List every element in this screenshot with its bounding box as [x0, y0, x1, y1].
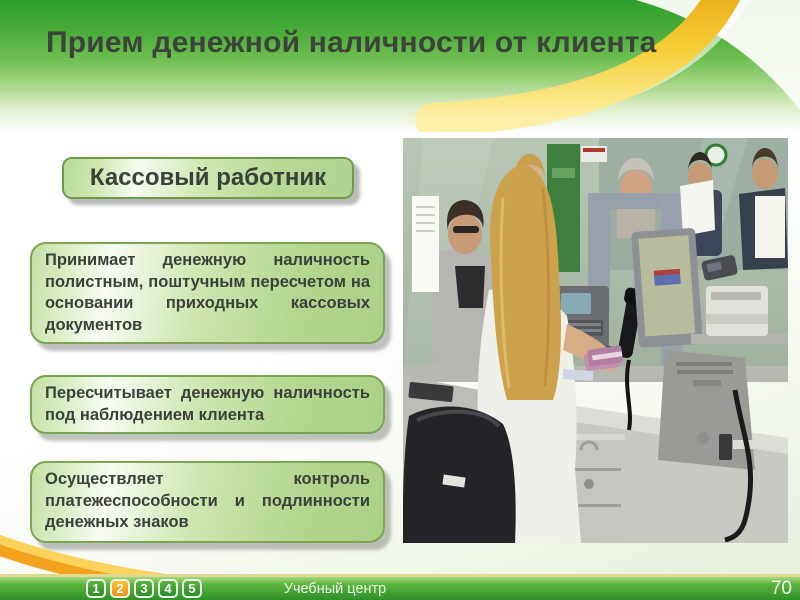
photo-monitor-front	[631, 228, 703, 348]
pager-item-4[interactable]: 4	[158, 579, 178, 598]
pager-item-3[interactable]: 3	[134, 579, 154, 598]
header-swoosh-decoration	[0, 0, 800, 132]
bullet-text-1: Принимает денежную наличность полистным, поштучным пересчетом на основании приходных кассовых документов	[45, 251, 370, 334]
bullet-box-recounts-cash	[30, 375, 385, 434]
slide-title: Прием денежной наличности от клиента	[46, 26, 657, 59]
role-box-label: Кассовый работник	[89, 164, 327, 191]
photo-scene	[403, 138, 788, 543]
role-box-cashier	[62, 157, 354, 199]
pager-item-5[interactable]: 5	[182, 579, 202, 598]
bullet-box-accepts-cash	[30, 242, 385, 344]
photo-office-chair	[403, 406, 516, 543]
photo-bank-cashier	[403, 138, 788, 543]
bullet-text-2: Пересчитывает денежную наличность под наблюдением клиента	[45, 384, 370, 424]
pager-item-2-active[interactable]: 2	[110, 579, 130, 598]
page-number: 70	[770, 578, 792, 599]
slide-pager	[86, 579, 202, 598]
slide-header	[0, 0, 800, 132]
bullet-text-3: Осуществляет контроль платежеспособности и подлинности денежных знаков	[45, 470, 370, 531]
footer-label: Учебный центр	[283, 581, 387, 597]
pager-item-1[interactable]: 1	[86, 579, 106, 598]
